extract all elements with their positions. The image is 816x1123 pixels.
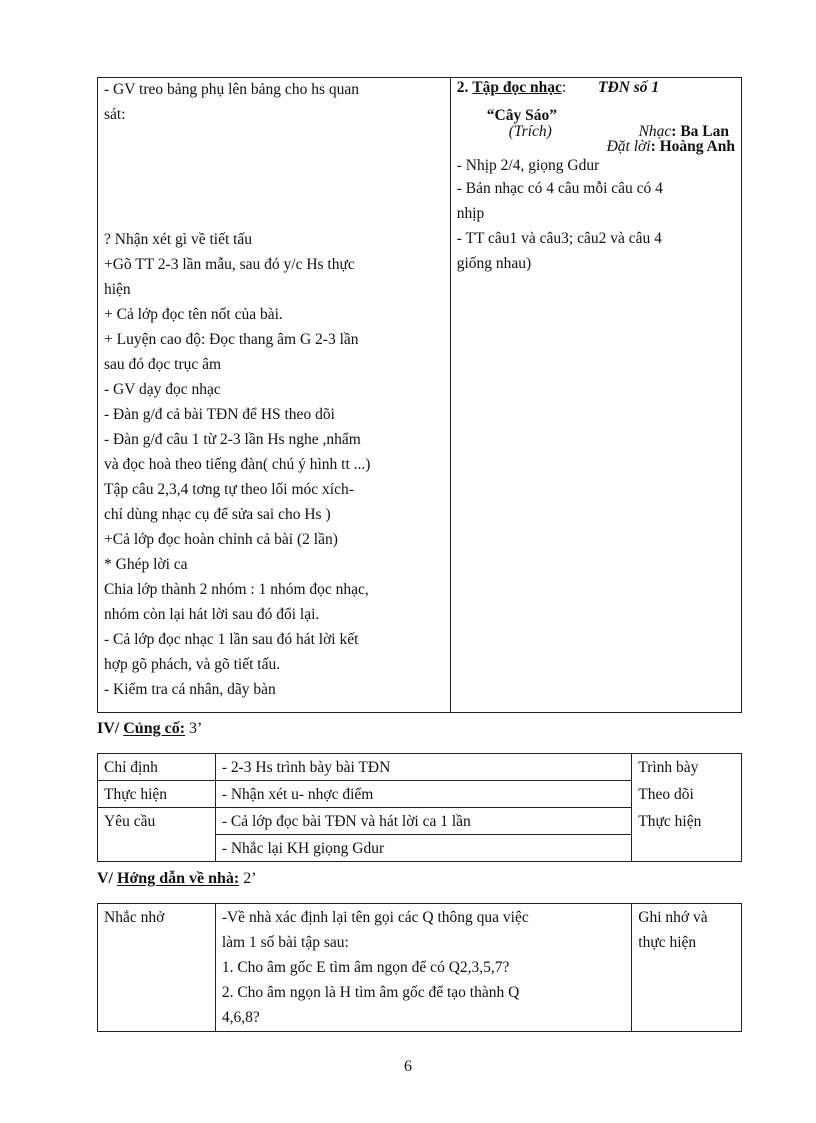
activity-line: Tập câu 2,3,4 tơng tự theo lối móc xích- bbox=[104, 481, 354, 498]
credits-row-1 bbox=[457, 125, 735, 139]
activity-line: sau đó đọc trục âm bbox=[104, 356, 222, 373]
activity-line: + Cả lớp đọc tên nốt của bài. bbox=[104, 306, 283, 323]
section-iv-heading bbox=[97, 720, 202, 738]
section-iv-roman: IV/ bbox=[97, 720, 120, 737]
homework-cell bbox=[215, 904, 631, 1032]
table-row bbox=[98, 835, 742, 862]
activity-line: - Đàn g/đ câu 1 từ 2-3 lần Hs nghe ,nhẩm bbox=[104, 431, 361, 448]
student-cell: Thực hiện bbox=[632, 808, 742, 835]
student-cell: Theo dõi bbox=[632, 781, 742, 808]
table-row bbox=[98, 904, 742, 1032]
content-line: - Nhịp 2/4, giọng Gdur bbox=[456, 157, 600, 174]
activity-line: - Kiểm tra cá nhân, dãy bàn bbox=[104, 681, 276, 698]
homework-line: 4,6,8? bbox=[221, 1009, 260, 1026]
content-line: - TT câu1 và câu3; câu2 và câu 4 bbox=[456, 230, 662, 247]
activity-line: Chia lớp thành 2 nhóm : 1 nhóm đọc nhạc, bbox=[104, 581, 369, 598]
lesson-table bbox=[97, 77, 742, 713]
lyricist-value: : Hoàng Anh bbox=[650, 138, 735, 155]
activity-line: + Luyện cao độ: Đọc thang âm G 2-3 lần bbox=[104, 331, 359, 348]
homework-table bbox=[97, 903, 742, 1032]
section-v-time: 2’ bbox=[239, 870, 257, 887]
trich-label: (Trích) bbox=[508, 123, 552, 140]
lyricist-label: Đặt lời bbox=[606, 138, 651, 155]
consolidation-table bbox=[97, 753, 742, 862]
activity-line: - Đàn g/đ cả bài TĐN để HS theo dõi bbox=[104, 406, 335, 423]
activity-cell: - Nhận xét u- nhợc điểm bbox=[215, 781, 631, 808]
role-cell: Thực hiện bbox=[98, 781, 216, 808]
activity-line: - Cả lớp đọc nhạc 1 lần sau đó hát lời kết bbox=[104, 631, 359, 648]
homework-line: làm 1 số bài tập sau: bbox=[221, 934, 349, 951]
content-line: - Bản nhạc có 4 câu mỗi câu có 4 bbox=[456, 180, 663, 197]
credits-row-2 bbox=[457, 139, 735, 155]
section-v-roman: V/ bbox=[97, 870, 113, 887]
section-v-title: Hớng dẫn về nhà: bbox=[117, 870, 240, 887]
activity-line: và đọc hoà theo tiếng đàn( chú ý hình tt ...) bbox=[104, 456, 371, 473]
role-cell: Chỉ định bbox=[98, 754, 216, 781]
homework-line: 2. Cho âm ngọn là H tìm âm gốc để tạo thành Q bbox=[221, 984, 520, 1001]
tdn-label: TĐN số 1 bbox=[598, 79, 660, 96]
activity-cell: - Cả lớp đọc bài TĐN và hát lời ca 1 lần bbox=[215, 808, 631, 835]
teacher-activities-cell bbox=[98, 78, 451, 713]
content-title: Tập đọc nhạc bbox=[472, 79, 562, 96]
role-cell: Nhắc nhở bbox=[98, 904, 216, 1032]
activity-line: sát: bbox=[104, 106, 126, 123]
content-number: 2. bbox=[456, 79, 469, 96]
student-line: thực hiện bbox=[638, 934, 697, 951]
composer-value: : Ba Lan bbox=[671, 123, 729, 140]
song-title: “Cây Sáo” bbox=[486, 107, 557, 124]
activity-cell: - 2-3 Hs trình bày bài TĐN bbox=[215, 754, 631, 781]
table-row bbox=[98, 781, 742, 808]
activity-line: +Gõ TT 2-3 lần mẫu, sau đó y/c Hs thực bbox=[104, 256, 355, 273]
activity-line: - GV treo bảng phụ lên bảng cho hs quan bbox=[104, 81, 359, 98]
board-spacer bbox=[104, 127, 444, 227]
student-cell bbox=[632, 835, 742, 862]
activity-line: * Ghép lời ca bbox=[104, 556, 188, 573]
content-heading bbox=[457, 77, 735, 99]
page-number: 6 bbox=[404, 1058, 412, 1075]
content-line: giống nhau) bbox=[456, 255, 532, 272]
student-line: Ghi nhớ và bbox=[638, 909, 708, 926]
section-v-heading bbox=[97, 870, 257, 888]
homework-line: 1. Cho âm gốc E tìm âm ngọn để có Q2,3,5,7? bbox=[221, 959, 510, 976]
homework-line: -Về nhà xác định lại tên gọi các Q thông qua việc bbox=[221, 909, 529, 926]
section-iv-time: 3’ bbox=[185, 720, 203, 737]
activity-line: +Cả lớp đọc hoàn chỉnh cả bài (2 lần) bbox=[104, 531, 338, 548]
role-cell bbox=[98, 835, 216, 862]
student-cell: Trình bày bbox=[632, 754, 742, 781]
section-iv-title: Củng cố: bbox=[123, 720, 186, 737]
student-cell bbox=[632, 904, 742, 1032]
activity-line: hiện bbox=[104, 281, 131, 298]
activity-line: chỉ dùng nhạc cụ để sửa sai cho Hs ) bbox=[104, 506, 331, 523]
table-row bbox=[98, 754, 742, 781]
activity-line: ? Nhận xét gì về tiết tấu bbox=[104, 231, 253, 248]
activity-line: - GV dạy đọc nhạc bbox=[104, 381, 221, 398]
content-cell bbox=[450, 78, 741, 713]
role-cell: Yêu cầu bbox=[98, 808, 216, 835]
table-row bbox=[98, 808, 742, 835]
activity-cell: - Nhắc lại KH giọng Gdur bbox=[215, 835, 631, 862]
activity-line: hợp gõ phách, và gõ tiết tấu. bbox=[104, 656, 281, 673]
content-colon: : bbox=[561, 79, 567, 96]
content-line: nhịp bbox=[456, 205, 485, 222]
activity-line: nhóm còn lại hát lời sau đó đổi lại. bbox=[104, 606, 320, 623]
composer-label: Nhạc bbox=[638, 123, 672, 140]
